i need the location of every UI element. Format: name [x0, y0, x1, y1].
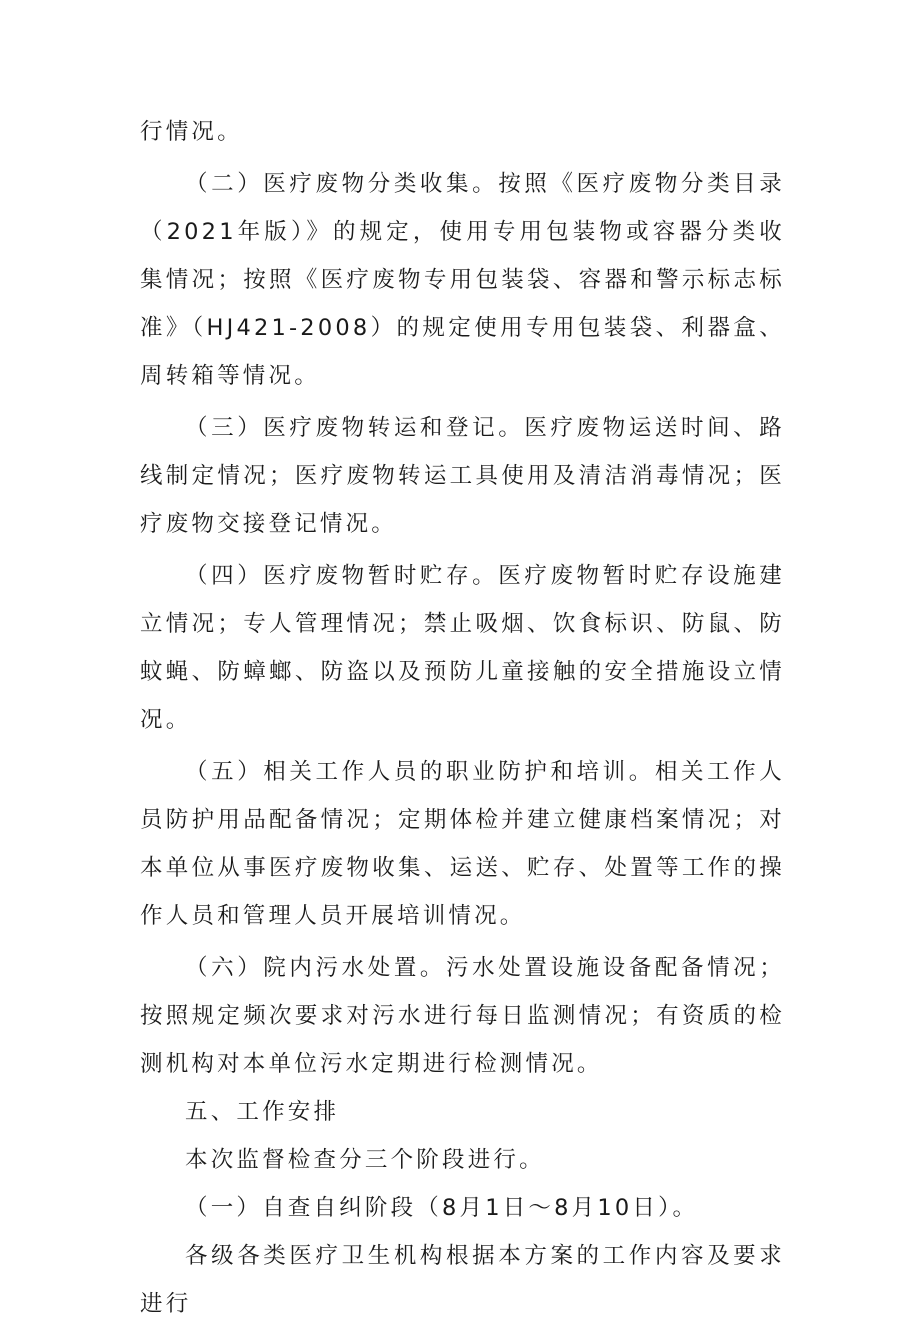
paragraph-self-inspection-stage: （一）自查自纠阶段（8月1日～8月10日）。 — [185, 1195, 699, 1221]
paragraph-sewage-treatment: （六）院内污水处置。污水处置设施设备配备情况；按照规定频次要求对污水进行每日监测情况；有资质的检测机构对本单位污水定期进行检测情况。 — [140, 955, 785, 1077]
paragraph-institutions: 各级各类医疗卫生机构根据本方案的工作内容及要求进行 — [140, 1243, 785, 1317]
section-heading-work-arrangement: 五、工作安排 — [185, 1099, 340, 1125]
paragraph-staff-protection: （五）相关工作人员的职业防护和培训。相关工作人员防护用品配备情况；定期体检并建立健康档案情况；对本单位从事医疗废物收集、运送、贮存、处置等工作的操作人员和管理人员开展培训情况。 — [140, 759, 785, 929]
paragraph-waste-classification: （二）医疗废物分类收集。按照《医疗废物分类目录（2021年版）》的规定，使用专用包装物或容器分类收集情况；按照《医疗废物专用包装袋、容器和警示标志标准》（HJ421-2008）的规定使用专用包装袋、利器盒、周转箱等情况。 — [140, 171, 785, 389]
document-body — [140, 108, 785, 1328]
paragraph-waste-transport: （三）医疗废物转运和登记。医疗废物运送时间、路线制定情况；医疗废物转运工具使用及清洁消毒情况；医疗废物交接登记情况。 — [140, 415, 785, 537]
paragraph-continuation: 行情况。 — [140, 119, 243, 145]
paragraph-three-stages: 本次监督检查分三个阶段进行。 — [185, 1147, 545, 1173]
paragraph-waste-storage: （四）医疗废物暂时贮存。医疗废物暂时贮存设施建立情况；专人管理情况；禁止吸烟、饮食标识、防鼠、防蚊蝇、防蟑螂、防盗以及预防儿童接触的安全措施设立情况。 — [140, 563, 785, 733]
